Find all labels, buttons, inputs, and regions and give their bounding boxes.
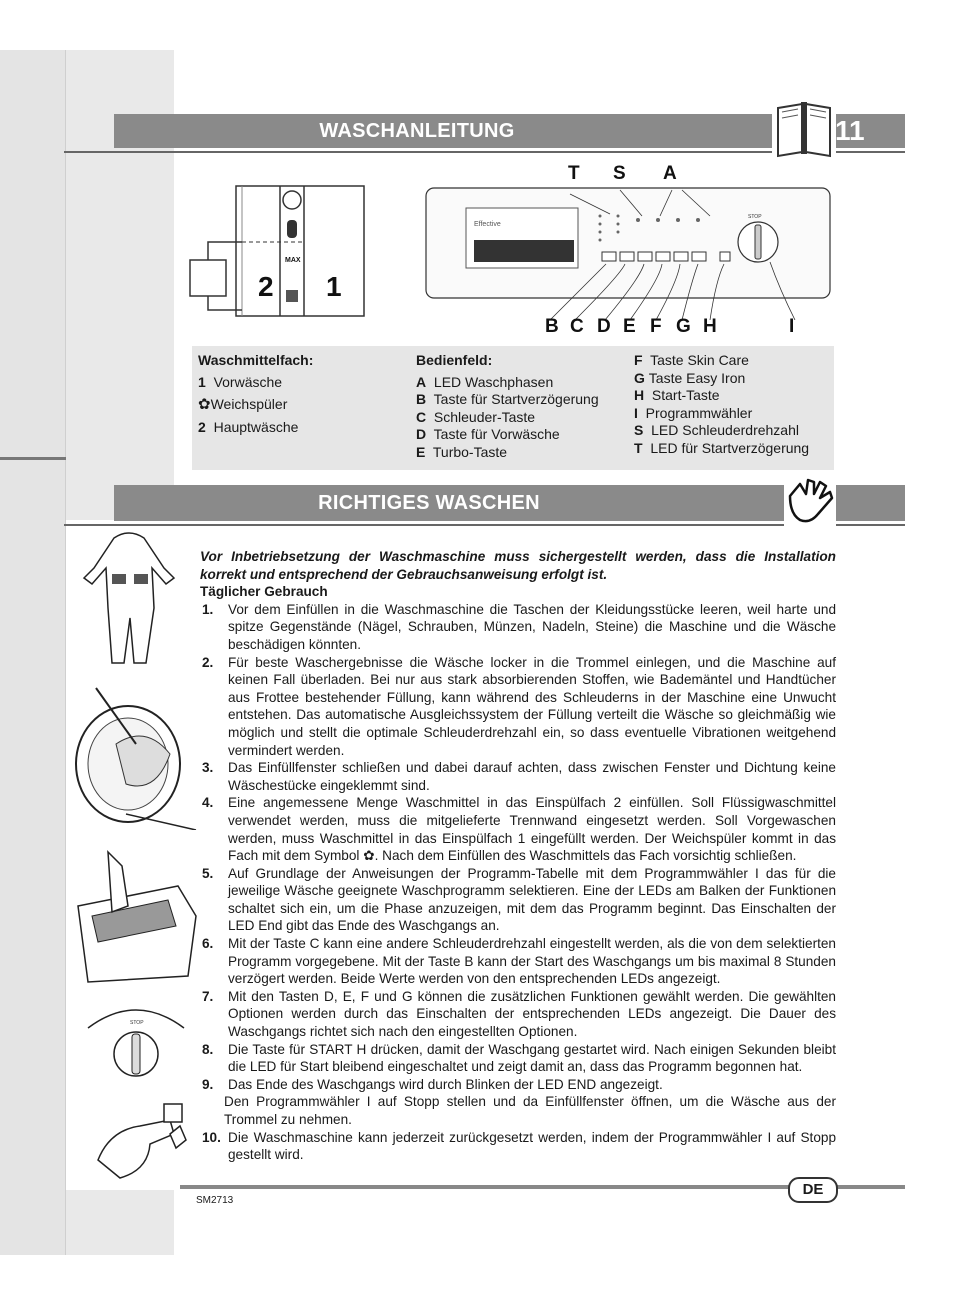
list-item: 1. Vor dem Einfüllen in die Waschmaschine die Taschen der Kleidungsstücke leeren, weil harte und spitze Gegenstände (Nägel, Schrauben, Münzen, Nadeln, Steine) die Maschine und die Wäsche beschädigen könnten. — [202, 601, 836, 652]
legend-title-panel: Bedienfeld: — [416, 352, 493, 368]
legend-item: B Taste für Startverzögerung — [416, 391, 599, 407]
instruction-text — [200, 548, 836, 1164]
panel-letter-e: E — [623, 316, 636, 337]
intro-paragraph: Vor Inbetriebsetzung der Waschmaschine muss sichergestellt werden, dass die Installation korrekt und entsprechend der Gebrauchsanweisung erfolgt ist. — [200, 549, 836, 582]
legend-box — [192, 346, 834, 470]
divider — [64, 524, 905, 526]
panel-letter-t: T — [568, 163, 580, 184]
selector-stop-label: STOP — [130, 1020, 144, 1026]
button-press-illustration — [90, 1090, 190, 1182]
overall-illustration — [74, 528, 184, 668]
list-item: 7. Mit den Tasten D, E, F und G können die zusätzlichen Funktionen gewählt werden. Die gewählten Optionen werden durch das Einschalten der entsprechenden LEDs angezeigt. Die Dauer des Waschgangs richtet sich nach den eingestellten Optionen. — [202, 988, 836, 1040]
book-icon — [772, 100, 836, 158]
panel-letter-g: G — [676, 316, 691, 337]
list-item-continuation: Den Programmwähler I auf Stopp stellen und da Einfüllfenster öffnen, um die Wäsche aus der Trommel zu nehmen. — [224, 1094, 836, 1127]
panel-letter-c: C — [570, 316, 584, 337]
margin-strip — [66, 1190, 174, 1255]
legend-item: A LED Waschphasen — [416, 373, 554, 390]
document-code: SM2713 — [196, 1195, 234, 1206]
section-title: RICHTIGES WASCHEN — [318, 492, 540, 514]
panel-letter-h: H — [703, 316, 717, 337]
legend-item: H Start-Taste — [634, 387, 720, 403]
legend-item: D Taste für Vorwäsche — [416, 426, 560, 442]
subtitle: Täglicher Gebrauch — [200, 584, 328, 600]
panel-letter-s: S — [613, 163, 626, 184]
dispenser-illustration — [68, 846, 200, 986]
panel-letter-a: A — [663, 163, 677, 184]
dispenser-label-2: 2 — [258, 271, 274, 302]
margin-strip — [0, 50, 66, 1255]
list-item: 6. Mit der Taste C kann eine andere Schleuderdrehzahl eingestellt werden, als die von dem selektierten Programm vorgegebene. Mit der Taste B kann der Start des Waschgangs um bis maximal 8 Stunden verzögert werden. Beide Werte werden von den entsprechenden LEDs angezeigt. — [202, 936, 836, 987]
legend-item: 1 Vorwäsche — [198, 373, 283, 390]
legend-item: G Taste Easy Iron — [634, 369, 746, 386]
list-item: 10. Die Waschmaschine kann jederzeit zurückgesetzt werden, indem der Programmwähler I auf Stopp gestellt wird. — [202, 1129, 836, 1163]
list-item: 2. Für beste Waschergebnisse die Wäsche locker in die Trommel einlegen, und die Maschine auf keinen Fall überladen. Bei nur aus stark absorbierenden Stoffen, wie Bademäntel und Handtücher aus Frottee bestehender Füllung, kann während des Schleuderns in der Maschine eine Unwucht entstehen. Das automatische Ausgleichssystem der Füllung verteilt die Wäsche so gleichmäßig wie möglich und stellt die optimale Schleuderdrehzahl ein, so dass eventuelle Vibrationen weitgehend vermindert werden. — [202, 654, 836, 758]
panel-brand: Effective — [474, 221, 501, 228]
list-item: 5. Auf Grundlage der Anweisungen der Programm-Tabelle mit dem Programmwähler I das für die jeweilige Wäsche geeignete Waschprogramm selektieren. Eine der LEDs am Balken der Funktionen schaltet sich ein, um die Phase anzuzeigen, mit dem das Programm beginnt. Das Einschalten der LED End gibt das Ende des Waschgangs an. — [202, 865, 836, 934]
softener-icon: ✿ — [198, 396, 211, 413]
control-panel-diagram — [420, 180, 840, 320]
dispenser-diagram — [186, 182, 376, 322]
section-title: WASCHANLEITUNG — [319, 120, 515, 142]
legend-item: 2 Hauptwäsche — [198, 418, 299, 435]
list-item: 4. Eine angemessene Menge Waschmittel in das Einspülfach 2 einfüllen. Soll Flüssigwaschmittel verwendet werden, muss die mitgelieferte Trennwand eingesetzt werden. Soll Vorgewaschen werden, muss Waschmittel in das Einspülfach 1 eingefüllt werden. Der Weichspüler kommt in das Fach mit dem Symbol ✿. Nach dem Einfüllen des Waschmittels das Fach vorsichtig schließen. — [202, 795, 836, 864]
list-item: 9. Das Ende des Waschgangs wird durch Blinken der LED END angezeigt. — [202, 1076, 663, 1092]
panel-stop-label: STOP — [748, 214, 762, 220]
legend-item: I Programmwähler — [634, 404, 753, 421]
hand-icon — [784, 476, 836, 528]
margin-rule — [0, 457, 66, 460]
panel-letter-b: B — [545, 316, 559, 337]
legend-item: S LED Schleuderdrehzahl — [634, 422, 799, 438]
legend-title-dispenser: Waschmittelfach: — [198, 352, 314, 368]
selector-illustration — [78, 998, 194, 1088]
list-item: 8. Die Taste für START H drücken, damit der Waschgang gestartet wird. Nach einigen Sekunden bleibt die LED für Start bleibend eingeschaltet und zeigt damit an, dass das Programm begonnen hat. — [202, 1041, 836, 1075]
legend-item: C Schleuder-Taste — [416, 408, 536, 425]
page-number: 11 — [835, 115, 865, 146]
list-item: 3. Das Einfüllfenster schließen und dabei darauf achten, dass zwischen Fenster und Dichtung keine Wäschestücke eingeklemmt sind. — [202, 760, 836, 793]
panel-letter-d: D — [597, 316, 611, 337]
legend-item: T LED für Startverzögerung — [634, 439, 810, 456]
max-label: MAX — [285, 257, 301, 264]
legend-item: E Turbo-Taste — [416, 443, 508, 460]
dispenser-label-1: 1 — [326, 271, 342, 302]
language-badge: DE — [788, 1177, 838, 1203]
legend-item: F Taste Skin Care — [634, 352, 749, 368]
legend-item: ✿Weichspüler — [198, 396, 288, 413]
panel-letter-f: F — [650, 316, 662, 337]
drum-illustration — [66, 684, 200, 830]
panel-letter-i: I — [789, 316, 795, 337]
